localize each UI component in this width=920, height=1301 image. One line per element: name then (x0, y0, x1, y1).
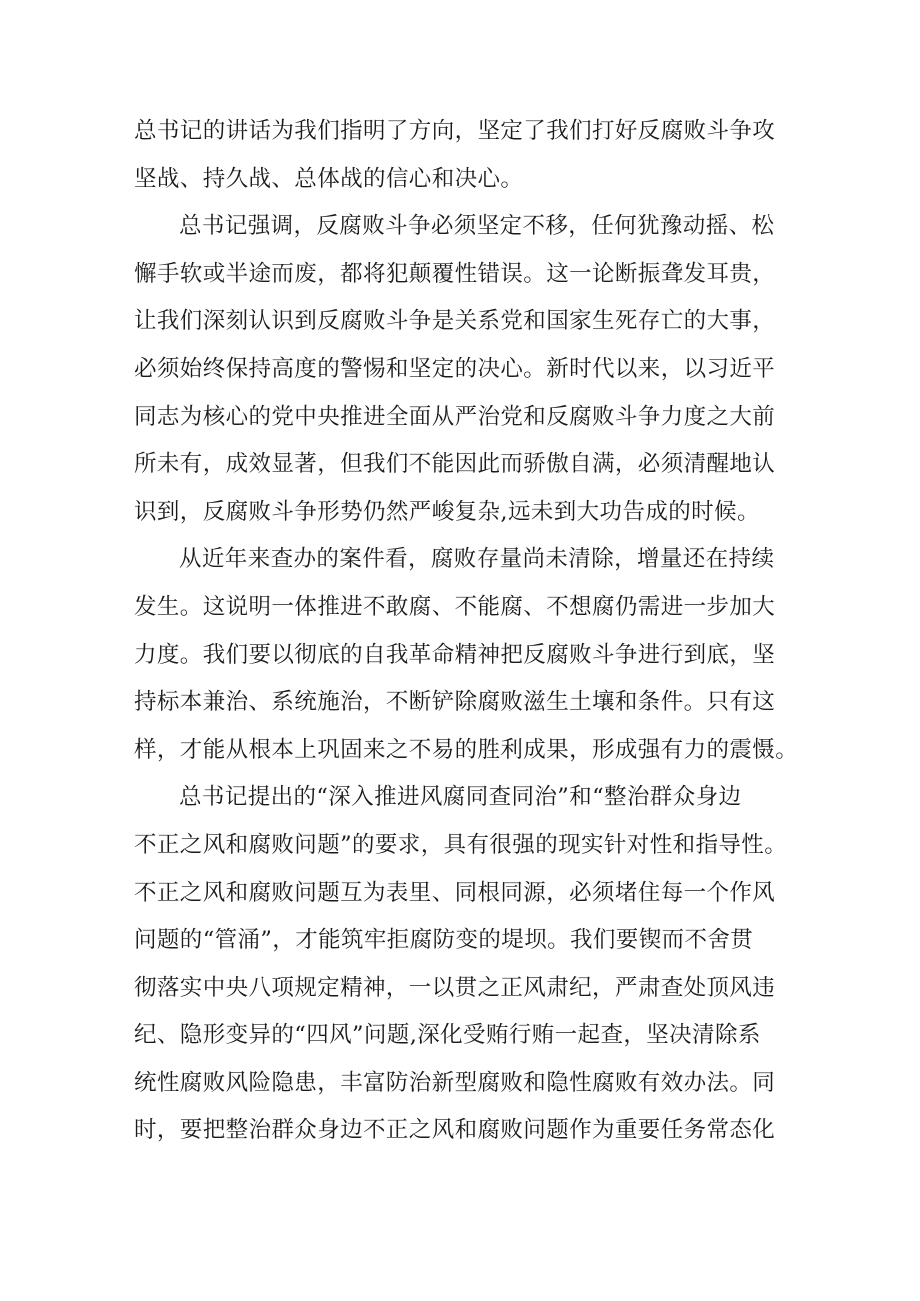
text-line-21: 统性腐败风险隐患，丰富防治新型腐败和隐性腐败有效办法。同 (134, 1069, 776, 1096)
document-body (134, 108, 799, 1155)
text-line-2: 坚战、持久战、总体战的信心和决心。 (134, 165, 524, 192)
text-line-13: 持标本兼治、系统施治，不断铲除腐败滋生土壤和条件。只有这 (134, 689, 776, 716)
text-line-17: 不正之风和腐败问题互为表里、同根同源，必须堵住每一个作风 (134, 879, 776, 906)
text-line-12: 力度。我们要以彻底的自我革命精神把反腐败斗争进行到底，坚 (134, 641, 776, 668)
text-line-18: 问题的“管涌”，才能筑牢拒腐防变的堤坝。我们要锲而不舍贯 (134, 927, 754, 954)
text-line-3: 总书记强调，反腐败斗争必须坚定不移，任何犹豫动摇、松 (179, 213, 775, 240)
text-line-15: 总书记提出的“深入推进风腐同查同治”和“整治群众身边 (179, 784, 742, 811)
text-line-7: 同志为核心的党中央推进全面从严治党和反腐败斗争力度之大前 (134, 403, 776, 430)
text-line-5: 让我们深刻认识到反腐败斗争是关系党和国家生死存亡的大事， (134, 308, 776, 335)
text-line-20: 纪、隐形变异的“四风”问题,深化受贿行贿一起查，坚决清除系 (134, 1022, 761, 1049)
text-line-22: 时，要把整治群众身边不正之风和腐败问题作为重要任务常态化 (134, 1117, 776, 1144)
text-line-16: 不正之风和腐败问题”的要求，具有很强的现实针对性和指导性。 (134, 831, 788, 858)
text-line-14: 样，才能从根本上巩固来之不易的胜利成果，形成强有力的震慑。 (134, 736, 799, 763)
text-line-9: 识到，反腐败斗争形势仍然严峻复杂,远未到大功告成的时候。 (134, 498, 760, 525)
text-line-11: 发生。这说明一体推进不敢腐、不能腐、不想腐仍需进一步加大 (134, 593, 776, 620)
text-line-1: 总书记的讲话为我们指明了方向，坚定了我们打好反腐败斗争攻 (134, 118, 776, 144)
text-line-19: 彻落实中央八项规定精神，一以贯之正风肃纪，严肃查处顶风违 (134, 974, 776, 1001)
text-line-4: 懈手软或半途而废，都将犯颠覆性错误。这一论断振聋发耳贵， (134, 260, 776, 287)
text-line-10: 从近年来查办的案件看，腐败存量尚未清除，增量还在持续 (179, 546, 775, 573)
text-line-6: 必须始终保持高度的警惕和坚定的决心。新时代以来，以习近平 (134, 355, 776, 382)
text-line-8: 所未有，成效显著，但我们不能因此而骄傲自满，必须清醒地认 (134, 451, 776, 478)
